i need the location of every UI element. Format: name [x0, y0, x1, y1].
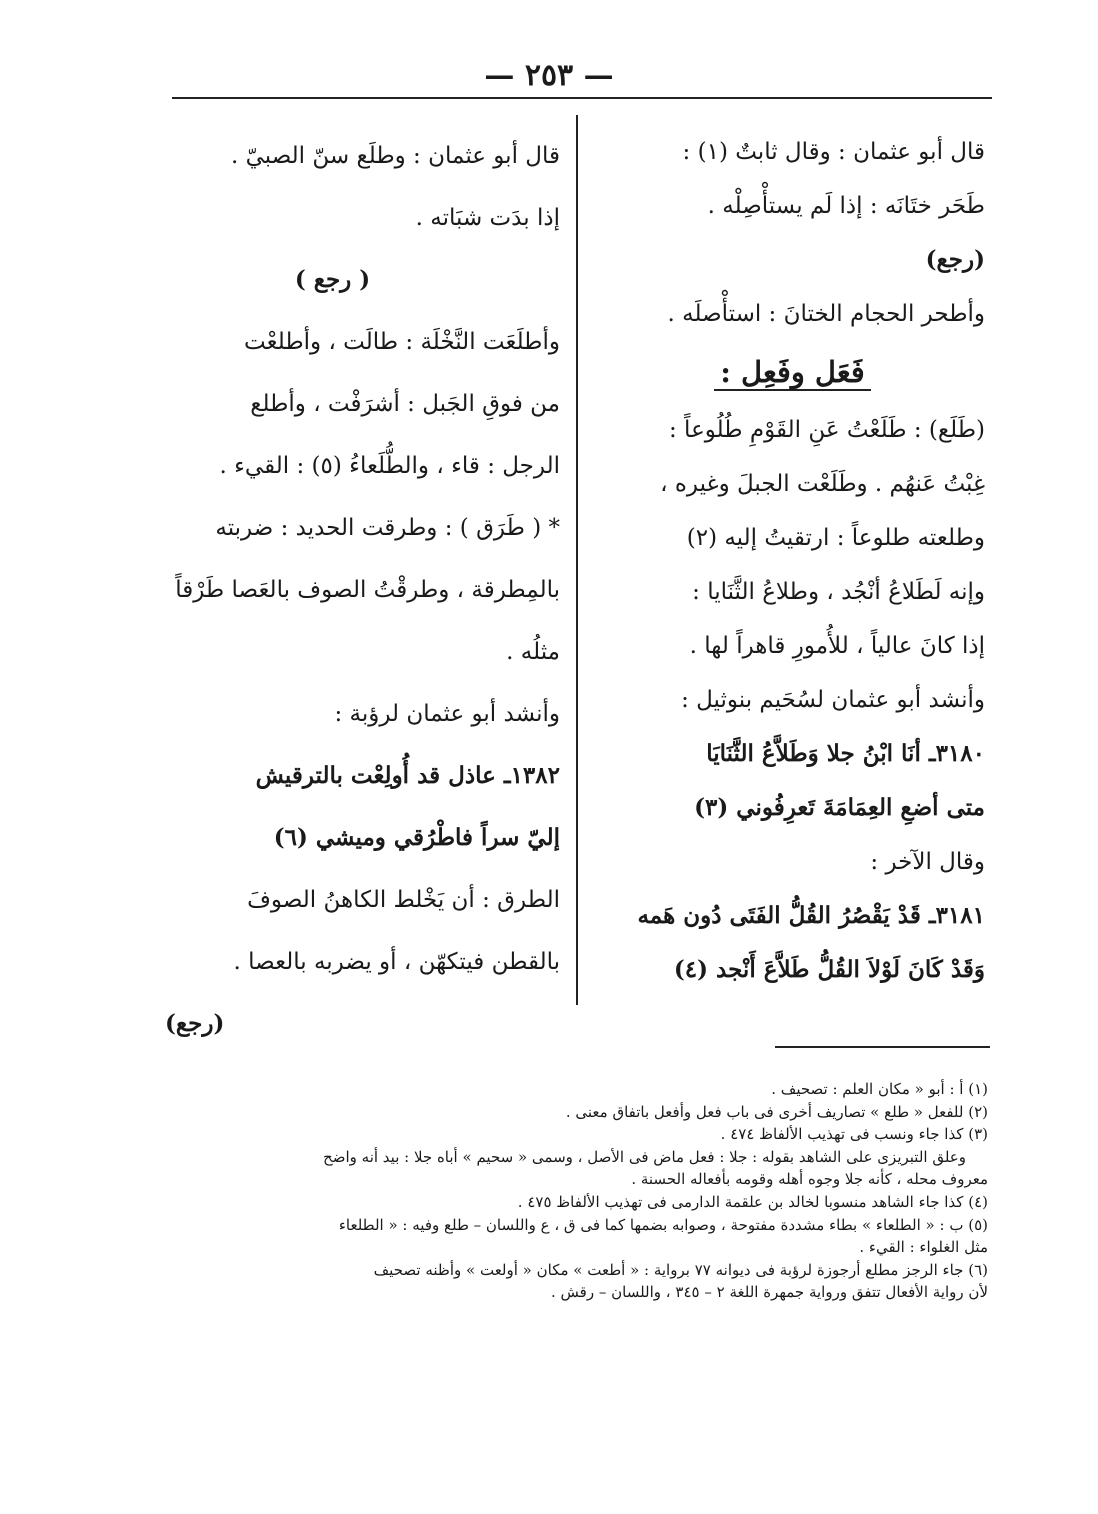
footnote-line: مثل الغلواء : القيء . [859, 1238, 988, 1257]
text-line: غِبْتُ عَنهُم . وطَلَعْت الجبلَ وغيره ، [660, 471, 985, 497]
verse-line: وَقَدْ كَانَ لَوْلاَ القُلُّ طَلاَّعَ أَنْجد (٤) [673, 956, 985, 983]
text-line: وطلعته طلوعاً : ارتقيتُ إليه (٢) [686, 525, 985, 551]
footnote-rule [775, 1046, 990, 1048]
left-column [165, 125, 560, 1055]
verse-line: ٣١٨١ـ قَدْ يَقْصُرُ القُلُّ الفَتَى دُون هَمه [637, 902, 985, 929]
footnote-line: وعلق التبريزى على الشاهد بقوله : جلا : فعل ماض فى الأصل ، وسمى « سحيم » أباه جلا : بيد أنه واضح [323, 1147, 966, 1166]
text-line: بالمِطرقة ، وطرقْتُ الصوف بالعَصا طَرْقاً [175, 577, 560, 603]
verse-line: ١٣٨٢ـ عاذل قد أُولِعْت بالترقيش [255, 762, 560, 789]
text-line: بالقطن فيتكهّن ، أو يضربه بالعصا . [233, 949, 560, 975]
text-line: وأطلَعَت النَّخْلَة : طالَت ، وأطلعْت [244, 329, 560, 355]
column-divider [576, 115, 578, 1005]
footnote-line: (٥) ب : « الطلعاء » بطاء مشددة مفتوحة ، وصوابه بضمها كما فى ق ، ع واللسان – طلع وفيه : « الطلعاء [338, 1215, 988, 1234]
page-number: — ٢٥٣ — [484, 58, 614, 93]
section-heading-text: فَعَل وفَعِل : [714, 355, 871, 391]
text-line: طَحَر ختَانَه : إذا لَم يستأْصِلْه . [707, 193, 985, 219]
footnote-line: (٣) كذا جاء ونسب فى تهذيب الألفاظ ٤٧٤ . [720, 1125, 988, 1144]
text-line: إذا كانَ عالياً ، للأُمورِ قاهراً لها . [689, 633, 985, 659]
text-line: * ( طَرَق ) : وطرقت الحديد : ضربته [215, 515, 560, 541]
text-line: قال أبو عثمان : وطلَع سنّ الصبيّ . [231, 143, 560, 169]
text-line: وإنه لَطَلاعُ أنْجُد ، وطلاعُ الثَّنَايا : [692, 579, 985, 605]
right-column [600, 125, 985, 997]
section-marker-raja: (رجع) [925, 246, 985, 273]
text-line: وقال الآخر : [870, 849, 985, 875]
top-rule [172, 97, 992, 99]
verse-line: متى أضعِ العِمَامَةَ تَعرِفُوني (٣) [694, 794, 985, 821]
text-line: قال أبو عثمان : وقال ثابتٌ (١) : [682, 139, 985, 165]
footnote-line: لأن رواية الأفعال تتفق ورواية جمهرة اللغة ٢ – ٣٤٥ ، واللسان – رقش . [551, 1283, 988, 1302]
text-line: وأنشد أبو عثمان لسُحَيم بنوثيل : [681, 687, 985, 713]
footnote-line: (٤) كذا جاء الشاهد منسوبا لخالد بن علقمة الدارمى فى تهذيب الألفاظ ٤٧٥ . [517, 1192, 988, 1211]
text-line: (طَلَع) : طَلَعْتُ عَنِ القَوْمِ طُلُوعاً : [669, 417, 985, 443]
footnote-line: (٦) جاء الرجز مطلع أرجوزة لرؤبة فى ديوانه ٧٧ برواية : « أطعت » مكان « أولعت » وأظنه تصحيف [373, 1260, 988, 1279]
section-heading [600, 341, 985, 403]
text-line: وأطحر الحجام الختانَ : استأْصلَه . [667, 301, 985, 327]
footnote-line: (١) أ : أبو « مكان العلم : تصحيف . [771, 1080, 988, 1098]
footnotes [160, 1078, 988, 1304]
verse-line: إليّ سراً فاطْرُقي وميشي (٦) [273, 824, 560, 851]
verse-line: ٣١٨٠ـ أنَا ابْنُ جلا وَطَلاَّعُ الثَّنَايَا [706, 740, 985, 767]
footnote-line: معروف محله ، كأنه جلا وجوه أهله وقومه بأفعاله الحسنة . [631, 1170, 988, 1189]
section-marker-raja: (رجع) [165, 1010, 225, 1037]
text-line: إذا بدَت شبَاته . [415, 205, 560, 231]
text-line: من فوقِ الجَبل : أشرَفْت ، وأطلع [250, 391, 560, 417]
footnote-line: (٢) للفعل « طلع » تصاريف أخرى فى باب فعل وأفعل باتفاق معنى . [565, 1102, 988, 1121]
section-marker-raja: ( رجع ) [294, 266, 371, 293]
text-line: الرجل : قاء ، والطُّلَعاءُ (٥) : القيء . [219, 453, 560, 479]
text-line: مثلُه . [506, 639, 560, 665]
text-line: الطرق : أن يَخْلط الكاهنُ الصوفَ [247, 887, 560, 913]
text-line: وأنشد أبو عثمان لرؤبة : [334, 701, 560, 727]
